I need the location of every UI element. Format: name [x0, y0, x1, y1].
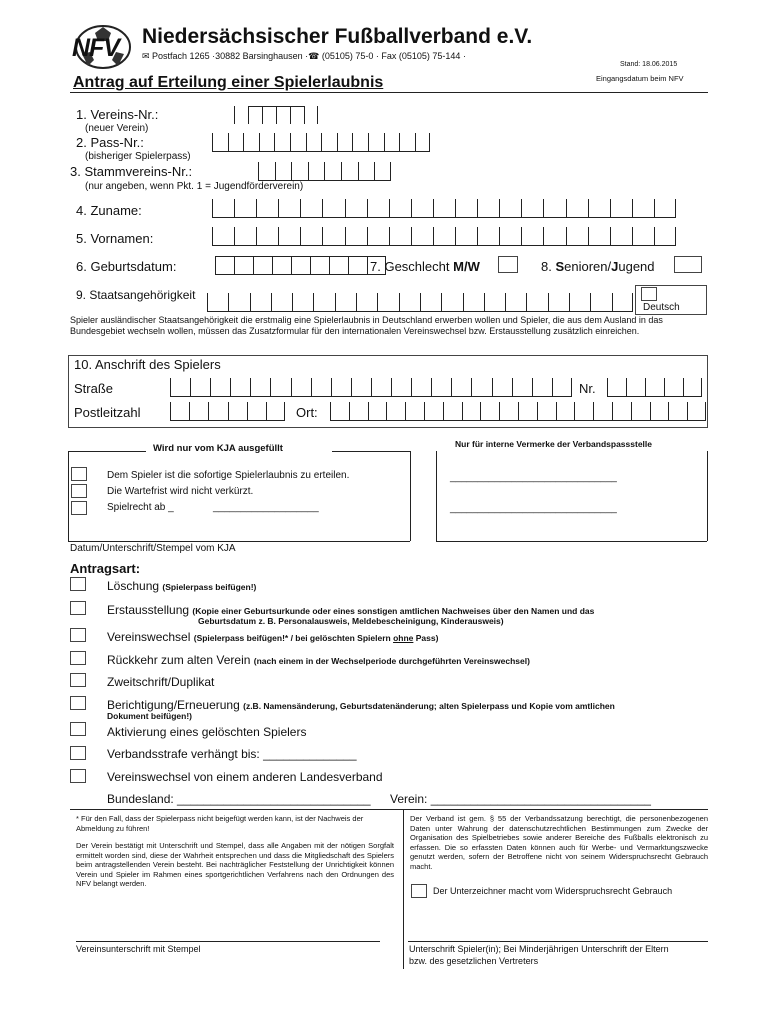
strasse-input[interactable]	[170, 378, 572, 397]
ort-input[interactable]	[330, 402, 706, 421]
antragsart-berichtigung-note2: Dokument beifügen!)	[107, 711, 192, 721]
antragsart-rueckkehr-checkbox[interactable]	[70, 651, 86, 665]
plz-label: Postleitzahl	[74, 405, 141, 420]
kja-opt2-checkbox[interactable]	[71, 484, 87, 498]
eingangsdatum-label: Eingangsdatum beim NFV	[596, 74, 684, 83]
antragsart-vereinswechsel-checkbox[interactable]	[70, 628, 86, 642]
staat-note: Spieler ausländischer Staatsangehörigkeit die erstmalig eine Spielerlaubnis in Deutschland erwerben wollen und Spieler, die aus dem Ausland in das Bundesgebiet wechseln wollen, müssen das Zusatzformular für den internationalen Vereinswechsel bzw. Erstausstellung zusätzlich einreichen.	[70, 315, 663, 336]
antragsart-verbandsstrafe-checkbox[interactable]	[70, 746, 86, 760]
geschlecht-box[interactable]	[498, 256, 518, 273]
antragsart-erstausstellung: Erstausstellung (Kopie einer Geburtsurkunde oder eines sonstigen amtlichen Nachweises über den Namen und das	[107, 603, 595, 617]
stammvereins-nr-input[interactable]	[258, 162, 391, 181]
vereinsunterschrift-label: Vereinsunterschrift mit Stempel	[76, 944, 201, 954]
antragsart-aktivierung-checkbox[interactable]	[70, 722, 86, 736]
footnote-abmeldung: * Für den Fall, dass der Spielerpass nicht beigefügt werden kann, ist der Nachweis der Abmeldung zu führen!	[76, 814, 364, 833]
spielrecht-date-line[interactable]: ___________________	[213, 502, 319, 513]
intern-line-1: ______________________________	[450, 472, 617, 483]
geburtsdatum-input[interactable]	[215, 256, 386, 275]
pass-nr-hint: (bisheriger Spielerpass)	[85, 151, 191, 162]
vornamen-label: 5. Vornamen:	[76, 231, 154, 246]
bundesland-field[interactable]: Bundesland: _____________________________	[107, 792, 371, 806]
antragsart-vereinswechsel: Vereinswechsel (Spielerpass beifügen!* / bei gelöschten Spielern ohne Pass)	[107, 630, 439, 644]
kja-opt3-label: Spielrecht ab _	[107, 502, 174, 513]
plz-input[interactable]	[170, 402, 285, 421]
kja-footer: Datum/Unterschrift/Stempel vom KJA	[70, 543, 236, 554]
nr-input[interactable]	[607, 378, 702, 397]
org-title: Niedersächsischer Fußballverband e.V.	[142, 25, 533, 48]
geschlecht-label: 7. Geschlecht M/W	[370, 259, 480, 274]
kja-opt2-label: Die Wartefrist wird nicht verkürzt.	[107, 486, 254, 497]
widerspruch-label: Der Unterzeichner macht vom Widerspruchsrecht Gebrauch	[433, 886, 673, 896]
senioren-jugend-box[interactable]	[674, 256, 702, 273]
logo-text: NFV	[72, 34, 119, 62]
kja-opt1-checkbox[interactable]	[71, 467, 87, 481]
datenschutz-note: Der Verband ist gem. § 55 der Verbandssatzung berechtigt, die personenbezogenen Daten unter Wahrung der datenschutzrechtlichen Bestimmungen zum Zwecke der Organisation des Spielbetriebes sowie anderer Bereiche des Fußballs elektronisch zu erfassen. Die so erfassten Daten können auch für Werbe- und Vermarktungszwecke genutzt werden, sofern der Betroffene nicht von seinem Widerspruchsrecht Gebrauch macht.	[410, 814, 708, 871]
vereins-nr-label: 1. Vereins-Nr.:	[76, 107, 159, 122]
vereins-nr-hint: (neuer Verein)	[85, 123, 149, 134]
verein-field[interactable]: Verein: _________________________________	[390, 792, 651, 806]
pass-nr-input[interactable]	[212, 133, 430, 152]
nr-label: Nr.	[579, 381, 596, 396]
deutsch-label: Deutsch	[643, 302, 680, 313]
senioren-jugend-label: 8. Senioren/Jugend	[541, 259, 655, 274]
zuname-label: 4. Zuname:	[76, 203, 142, 218]
kja-opt3-checkbox[interactable]	[71, 501, 87, 515]
org-address: ✉ Postfach 1265 ·30882 Barsinghausen ·☎ (05105) 75-0 · Fax (05105) 75-144 ·	[142, 51, 466, 61]
antragsart-berichtigung: Berichtigung/Erneuerung (z.B. Namensänderung, Geburtsdatenänderung; alten Spielerpass und Kopie vom amtlichen	[107, 698, 615, 712]
antragsart-zweitschrift: Zweitschrift/Duplikat	[107, 675, 215, 689]
widerspruch-checkbox[interactable]	[411, 884, 427, 898]
ort-label: Ort:	[296, 405, 318, 420]
antragsart-erstausstellung-checkbox[interactable]	[70, 601, 86, 615]
spieler-unterschrift-label-2: bzw. des gesetzlichen Vertreters	[409, 956, 539, 966]
intern-line-2: ______________________________	[450, 503, 617, 514]
antragsart-zweitschrift-checkbox[interactable]	[70, 673, 86, 687]
form-title: Antrag auf Erteilung einer Spielerlaubnis	[73, 74, 384, 91]
anschrift-title: 10. Anschrift des Spielers	[74, 357, 221, 372]
antragsart-landesverband: Vereinswechsel von einem anderen Landesverband	[107, 770, 383, 784]
antragsart-berichtigung-checkbox[interactable]	[70, 696, 86, 710]
antragsart-aktivierung: Aktivierung eines gelöschten Spielers	[107, 725, 307, 739]
nfv-logo	[70, 24, 132, 70]
vereinsbestaetigung: Der Verein bestätigt mit Unterschrift und Stempel, dass alle Angaben mit der nötigen Sorgfalt ermittelt worden sind, diese der Wahrheit entsprechen und dass die Mitgliedschaft des Spielers beim antragstellenden Verein besteht. Bei nachträglicher Feststellung der Unrichtigkeit können Verein und Spieler im Rahmen eines sportgerichtlichen Verfahrens nach den Ordnungen des NFV belangt werden.	[76, 841, 394, 888]
kja-title: Wird nur vom KJA ausgefüllt	[153, 443, 283, 454]
spieler-unterschrift-label: Unterschrift Spieler(in); Bei Minderjährigen Unterschrift der Eltern	[409, 944, 669, 954]
antragsart-loeschung: Löschung (Spielerpass beifügen!)	[107, 579, 257, 593]
antragsart-landesverband-checkbox[interactable]	[70, 769, 86, 783]
staatsangehoerigkeit-input[interactable]	[207, 293, 633, 312]
geburtsdatum-label: 6. Geburtsdatum:	[76, 259, 177, 274]
antragsart-title: Antragsart:	[70, 561, 141, 576]
staatsangehoerigkeit-label: 9. Staatsangehörigkeit	[76, 288, 196, 302]
antragsart-rueckkehr: Rückkehr zum alten Verein (nach einem in der Wechselperiode durchgeführten Vereinswechsel)	[107, 653, 530, 667]
vornamen-input[interactable]	[212, 227, 676, 246]
deutsch-checkbox[interactable]	[641, 287, 657, 301]
pass-nr-label: 2. Pass-Nr.:	[76, 135, 144, 150]
kja-opt1-label: Dem Spieler ist die sofortige Spielerlaubnis zu erteilen.	[107, 470, 350, 481]
intern-title: Nur für interne Vermerke der Verbandspassstelle	[455, 439, 653, 449]
zuname-input[interactable]	[212, 199, 676, 218]
stand-date: Stand: 18.06.2015	[620, 61, 678, 68]
stammvereins-nr-hint: (nur angeben, wenn Pkt. 1 = Jugendförderverein)	[85, 181, 304, 192]
stammvereins-nr-label: 3. Stammvereins-Nr.:	[70, 164, 193, 179]
antragsart-verbandsstrafe: Verbandsstrafe verhängt bis: ______________	[107, 747, 357, 761]
vereins-nr-input[interactable]	[234, 106, 318, 124]
antragsart-loeschung-checkbox[interactable]	[70, 577, 86, 591]
antragsart-erstausstellung-note2: Geburtsdatum z. B. Personalausweis, Meldebescheinigung, Kinderausweis)	[198, 616, 504, 626]
strasse-label: Straße	[74, 381, 114, 396]
